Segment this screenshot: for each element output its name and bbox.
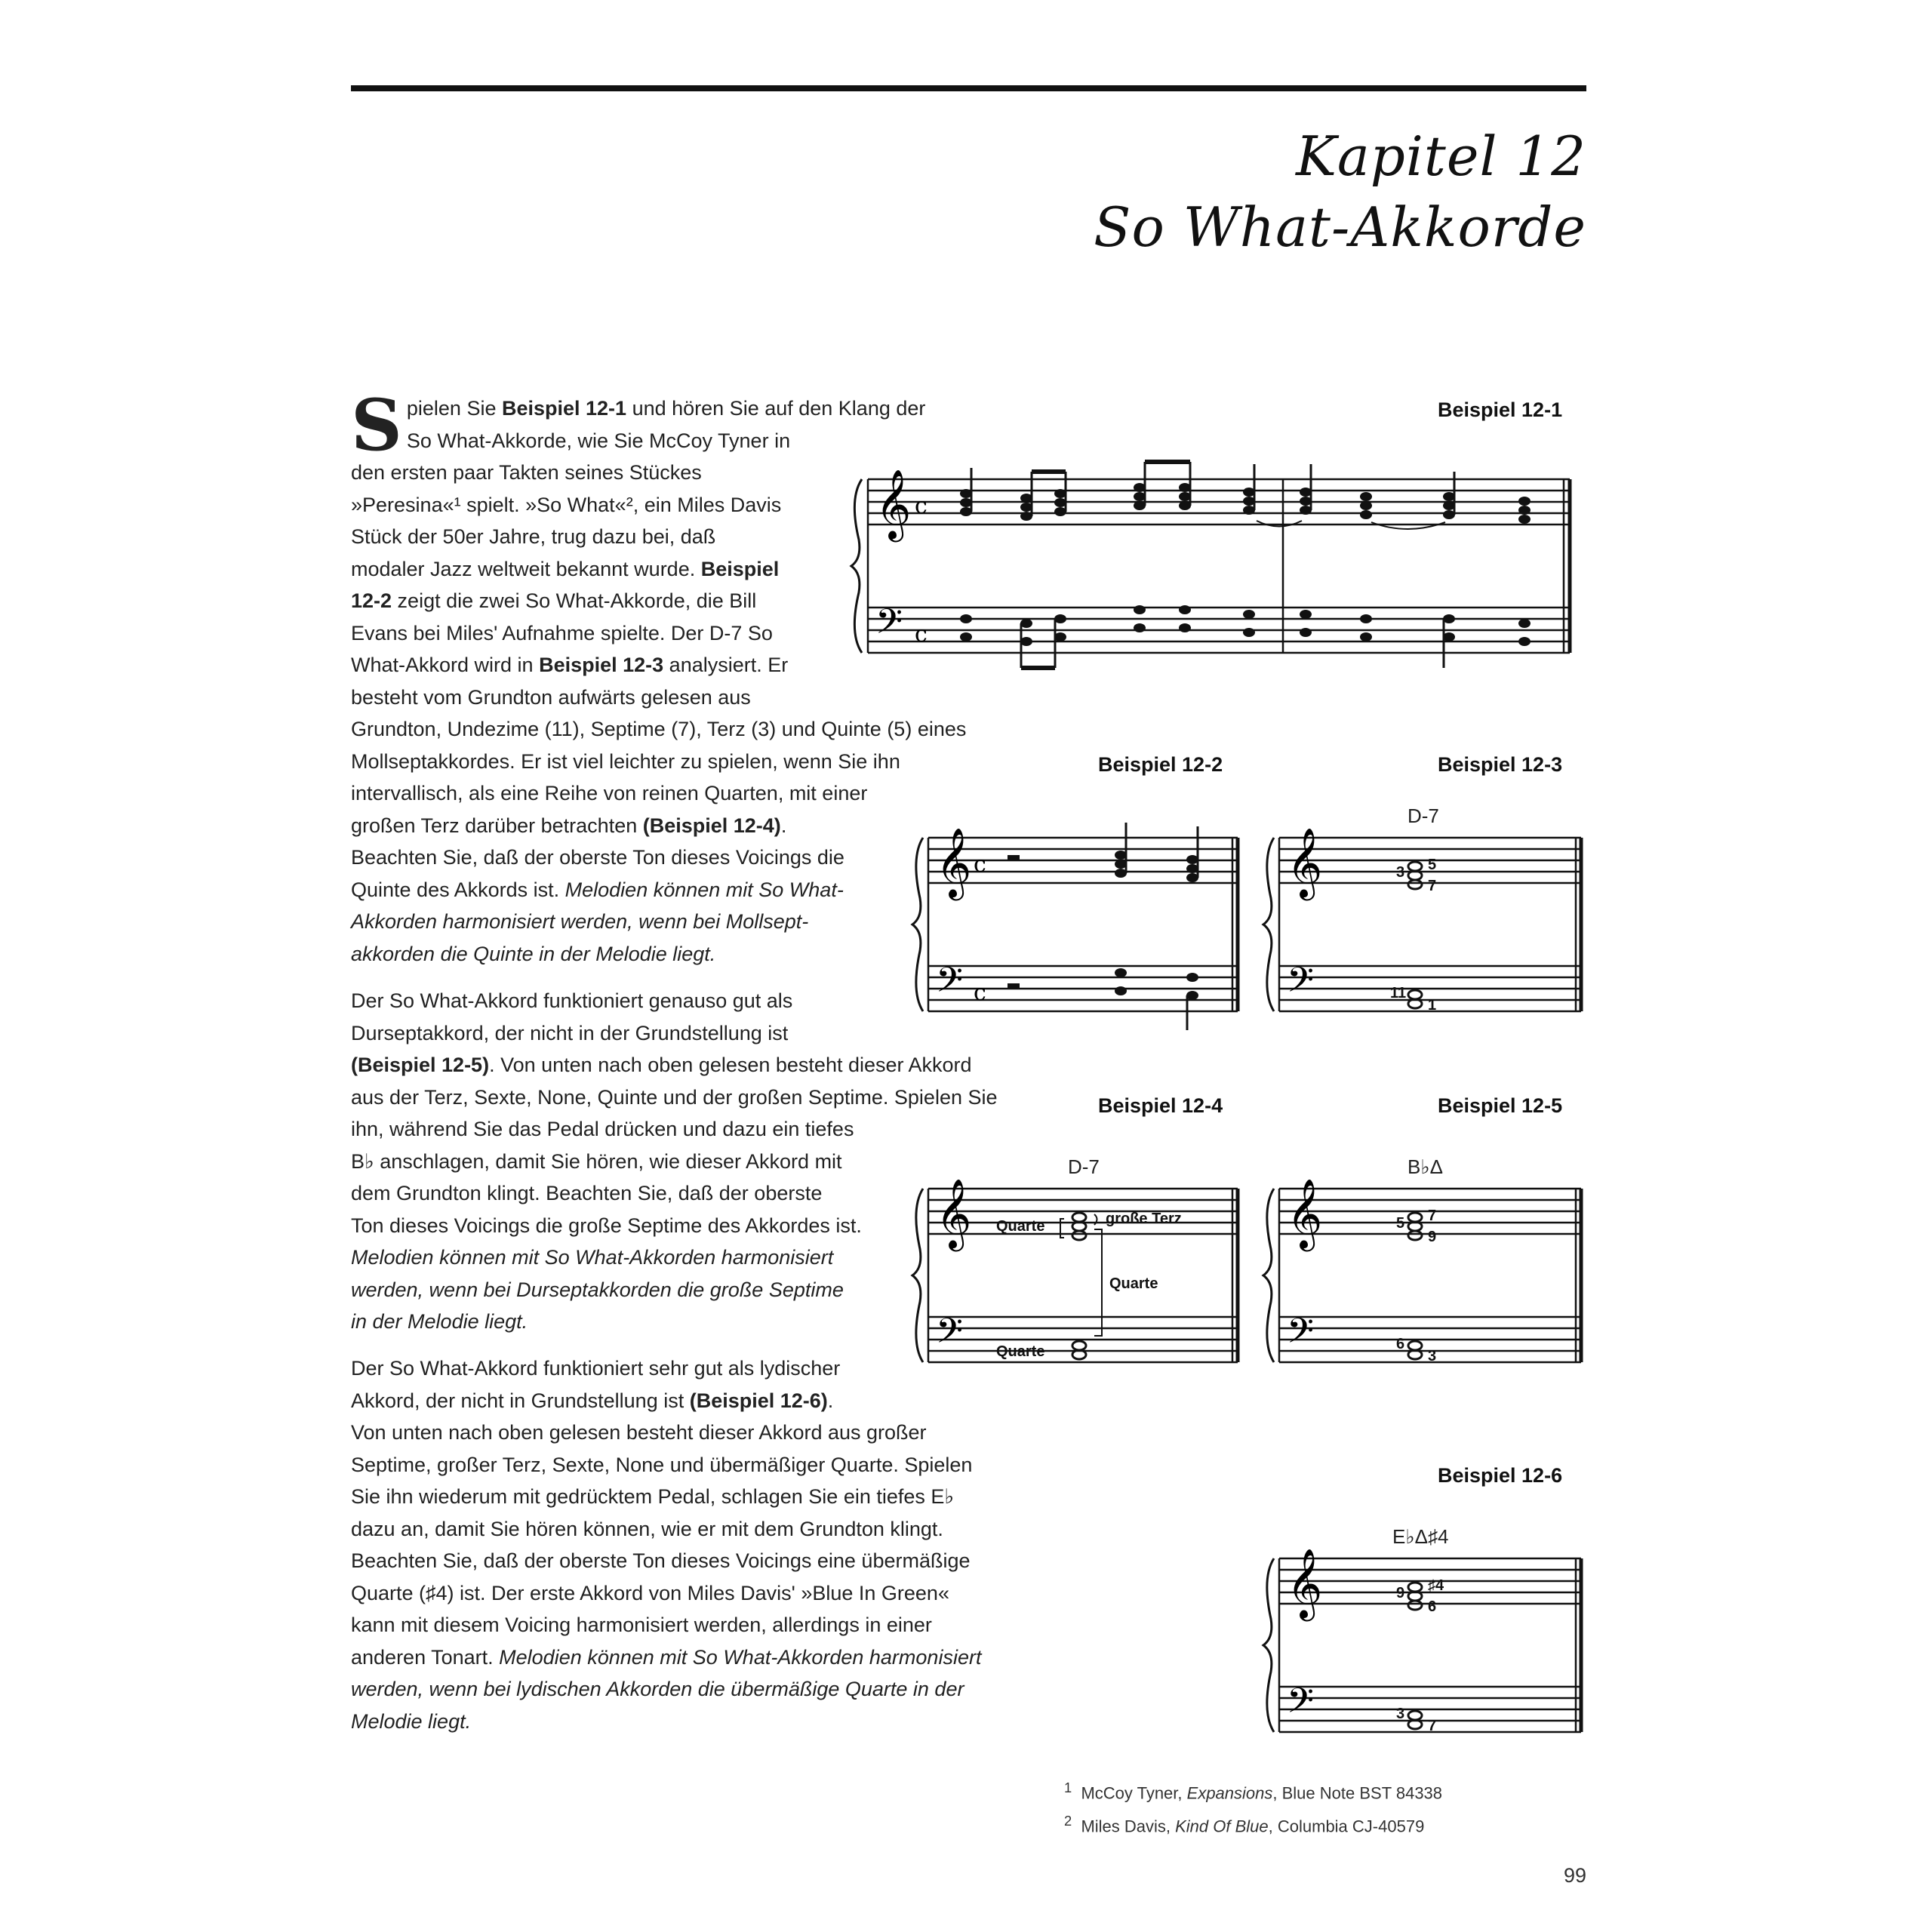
bass-clef-icon: 𝄢 [875, 601, 903, 651]
footnote-1 [1064, 1774, 1442, 1807]
svg-text:𝄞: 𝄞 [936, 1178, 972, 1248]
ref-beispiel-12-1: Beispiel 12-1 [501, 397, 627, 420]
footnote-title: Kind Of Blue [1175, 1817, 1269, 1836]
treble-notes [960, 483, 1531, 524]
svg-text:𝄞: 𝄞 [1287, 827, 1323, 897]
score-example-12-1 [845, 453, 1592, 679]
interval-label: 11 [1390, 985, 1407, 1001]
bass-clef-icon: 𝄢 [936, 960, 964, 1009]
interval-label: Quarte [1109, 1275, 1158, 1292]
svg-text:𝄢: 𝄢 [1287, 1311, 1315, 1360]
svg-text:𝄞: 𝄞 [1287, 1548, 1323, 1618]
interval-label: 9 [1396, 1585, 1405, 1601]
bass-notes [960, 605, 1531, 646]
ref-beispiel-12-5: (Beispiel 12-5) [351, 1054, 490, 1076]
svg-text:𝄢: 𝄢 [1287, 960, 1315, 1009]
example-label-12-6: Beispiel 12-6 [1438, 1464, 1563, 1487]
interval-label: 1 [1428, 997, 1437, 1014]
interval-label: 7 [1428, 1718, 1437, 1734]
example-label-12-5: Beispiel 12-5 [1438, 1094, 1563, 1117]
chapter-number: Kapitel 12 [1296, 125, 1586, 188]
treble-clef-icon: 𝄞 [875, 469, 912, 539]
interval-label: 6 [1396, 1336, 1405, 1352]
text-segment: . Von unten nach oben gelesen besteht dieser Akkord aus der Terz, Sexte, None, Quinte und der großen Septime. Spielen Sie ihn, während Sie das Pedal drücken und dazu ein tiefes B♭ anschlagen, damit Sie hören, wie dieser Akkord mit dem Grundton klingt. Beachten Sie, daß der oberste Ton dieses Voicings die große Septime des Akkordes ist. [351, 1054, 998, 1237]
text-segment: und hören Sie auf den Klang der So What-Akkorde, wie Sie McCoy Tyner in den ersten paar Takten seines Stückes »Peresina«¹ spielt. »So What«², ein Miles Davis Stück der 50er Jahre, trug dazu bei, daß modaler Jazz weltweit bekannt wurde. [351, 397, 926, 580]
time-signature-icon: c [915, 493, 928, 519]
text-segment: Der So What-Akkord funktioniert sehr gut als lydischer Akkord, der nicht in Grundstellung ist [351, 1357, 841, 1412]
footnote-marker: 2 [1064, 1813, 1072, 1829]
interval-label: 5 [1396, 1215, 1405, 1232]
ref-beispiel-12-4: (Beispiel 12-4) [642, 814, 781, 837]
example-label-12-4: Beispiel 12-4 [1098, 1094, 1223, 1117]
footnote-2 [1064, 1807, 1442, 1840]
svg-text:𝄢: 𝄢 [1287, 1681, 1315, 1730]
text-segment: analysiert. Er besteht vom Grundton aufwärts gelesen aus Grundton, Undezime (11), Septime (7), Terz (3) und Quinte (5) eines Mollseptakkordes. Er ist viel leichter zu spielen, wenn Sie ihn intervallisch, als eine Reihe von reinen Quarten, mit einer großen Terz darüber betrachten [351, 654, 967, 837]
footnote-text: McCoy Tyner, [1081, 1783, 1187, 1803]
ref-beispiel-12-2: Beispiel 12-2 [351, 557, 780, 612]
interval-label: 5 [1428, 857, 1437, 873]
example-label-12-2: Beispiel 12-2 [1098, 753, 1223, 776]
footnote-text: , Blue Note BST 84338 [1272, 1783, 1443, 1803]
chord-symbol: B♭Δ [1407, 1155, 1443, 1178]
interval-label: 7 [1428, 878, 1437, 894]
italic-rule-2: Melodien können mit So What-Akkorden harmonisiert werden, wenn bei Durseptakkorden die große Septime in der Melodie liegt. [351, 1246, 844, 1333]
score-example-12-5 [1260, 1151, 1592, 1392]
svg-text:𝄞: 𝄞 [1287, 1178, 1323, 1248]
svg-text:𝄢: 𝄢 [936, 1311, 964, 1360]
page-number: 99 [1563, 1864, 1586, 1887]
italic-rule-1: Melodien können mit So What- Akkorden harmonisiert werden, wenn bei Mollsept- akkorden die Quinte in der Melodie liegt. [351, 878, 844, 965]
interval-label: ♯4 [1428, 1577, 1444, 1594]
footnote-text: Miles Davis, [1081, 1817, 1176, 1836]
interval-label: große Terz [1106, 1211, 1182, 1227]
interval-label: 6 [1428, 1598, 1437, 1615]
ref-beispiel-12-3: Beispiel 12-3 [539, 654, 664, 676]
text-segment: . Von unten nach oben gelesen besteht dieser Akkord aus großer Septime, großer Terz, Sexte, None und übermäßiger Quarte. Spielen Sie ihn wiederum mit gedrücktem Pedal, schlagen Sie ein tiefes E♭ dazu an, damit Sie hören können, wie er mit dem Grundton klingt. Beachten Sie, daß der oberste Ton dieses Voicings eine übermäßige Quarte (♯4) ist. Der erste Akkord von Miles Davis' »Blue In Green« kann mit diesem Voicing harmonisiert werden, allerdings in einer anderen Tonart. [351, 1389, 973, 1669]
interval-label: 3 [1428, 1348, 1437, 1364]
chapter-title [1094, 121, 1586, 263]
score-example-12-3 [1260, 800, 1592, 1041]
example-label-12-3: Beispiel 12-3 [1438, 753, 1563, 776]
interval-label: 9 [1428, 1229, 1437, 1245]
footnote-text: , Columbia CJ-40579 [1268, 1817, 1425, 1836]
interval-label: Quarte [996, 1218, 1045, 1235]
header-rule [351, 85, 1586, 91]
interval-label: Quarte [996, 1343, 1045, 1360]
score-example-12-4 [909, 1151, 1249, 1392]
italic-rule-3: Melodien können mit So What-Akkorden harmonisiert werden, wenn bei lydischen Akkorden die übermäßige Quarte in der Melodie liegt. [351, 1645, 982, 1733]
score-example-12-6 [1260, 1521, 1592, 1762]
text-segment: Der So What-Akkord funktioniert genauso gut als Durseptakkord, der nicht in der Grundstellung ist [351, 989, 793, 1044]
text-segment: . Beachten Sie, daß der oberste Ton dieses Voicings die Quinte des Akkords ist. [351, 814, 844, 901]
chord-symbol: E♭Δ♯4 [1392, 1525, 1449, 1548]
footnote-marker: 1 [1064, 1780, 1072, 1795]
chord-symbol: D-7 [1068, 1155, 1100, 1178]
ref-beispiel-12-6: (Beispiel 12-6) [689, 1389, 828, 1412]
interval-label: 3 [1396, 864, 1405, 881]
chord-symbol: D-7 [1407, 804, 1439, 827]
paragraph-3 [351, 1352, 1030, 1737]
text-segment: pielen Sie [406, 397, 502, 420]
chapter-name: So What-Akkorde [1094, 195, 1586, 259]
svg-text:c: c [974, 980, 986, 1006]
example-label-12-1: Beispiel 12-1 [1438, 398, 1563, 421]
text-segment: zeigt die zwei So What-Akkorde, die Bill Evans bei Miles' Aufnahme spielte. Der D-7 So What-Akkord wird in [351, 589, 773, 676]
score-example-12-2 [909, 811, 1249, 1038]
time-signature-icon: c [915, 621, 928, 648]
footnote-title: Expansions [1186, 1783, 1273, 1803]
svg-text:c: c [974, 851, 986, 878]
drop-cap: S [351, 384, 402, 467]
interval-label: 7 [1428, 1208, 1437, 1224]
treble-clef-icon: 𝄞 [936, 827, 972, 897]
interval-label: 3 [1396, 1706, 1405, 1722]
footnotes [1064, 1774, 1442, 1841]
